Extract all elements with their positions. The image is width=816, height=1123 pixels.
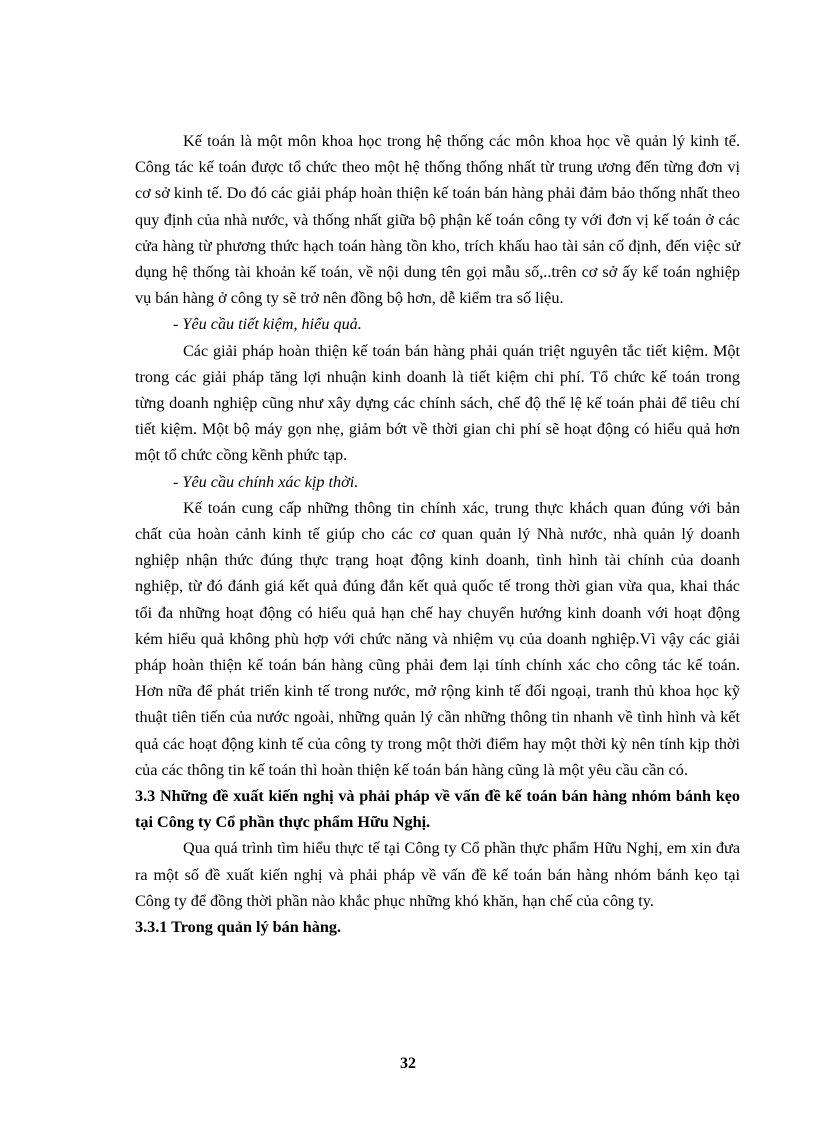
requirement-savings-efficiency: - Yêu cầu tiết kiệm, hiểu quả. xyxy=(173,315,362,334)
body-text xyxy=(135,128,740,940)
page-number: 32 xyxy=(400,1055,416,1072)
paragraph-accuracy: Kế toán cung cấp những thông tin chính xác, trung thực khách quan đúng với bản chất của hoàn cảnh kinh tế giúp cho các cơ quan quản lý Nhà nước, nhà quản lý doanh nghiệp nhận thức đúng thực trạng hoạt động kinh doanh, tình hình tài chính của doanh nghiệp, từ đó đánh giá kết quả đúng đắn kết quả quốc tế trong thời gian vừa qua, khai thác tối đa những hoạt động có hiểu quả hạn chế hay chuyển hướng kinh doanh với hoạt động kém hiểu quả không phù hợp với chức năng và nhiệm vụ của doanh nghiệp.Vì vậy các giải pháp hoàn thiện kế toán bán hàng cũng phải đem lại tính chính xác cho công tác kế toán. Hơn nữa để phát triển kinh tế trong nước, mở rộng kinh tế đối ngoại, tranh thủ khoa học kỹ thuật tiên tiến của nước ngoài, những quản lý cần những thông tin nhanh về tình hình và kết quả các hoạt động kinh tế của công ty trong một thời điểm hay một thời kỳ nên tính kịp thời của các thông tin kế toán thì hoàn thiện kế toán bán hàng cũng là một yêu cầu cần có. xyxy=(135,498,740,779)
section-heading-3-3: 3.3 Những đề xuất kiến nghị và phải pháp về vấn đề kế toán bán hàng nhóm bánh kẹo tại Công ty Cổ phần thực phẩm Hữu Nghị. xyxy=(135,787,740,832)
requirement-accuracy-timeliness: - Yêu cầu chính xác kịp thời. xyxy=(173,472,359,491)
paragraph-accounting-unity: Kế toán là một môn khoa học trong hệ thống các môn khoa học về quản lý kinh tế. Công tác kế toán được tổ chức theo một hệ thống thống nhất từ trung ương đến từng đơn vị cơ sở kinh tế. Do đó các giải pháp hoàn thiện kế toán bán hàng phải đảm bảo thống nhất theo quy định của nhà nước, và thống nhất giữa bộ phận kế toán công ty với đơn vị kế toán ở các cửa hàng từ phương thức hạch toán hàng tồn kho, trích khấu hao tài sản cố định, đến việc sử dụng hệ thống tài khoản kế toán, về nội dung tên gọi mẫu số,..trên cơ sở ấy kế toán nghiệp vụ bán hàng ở công ty sẽ trở nên đồng bộ hơn, dễ kiểm tra số liệu. xyxy=(135,132,740,308)
section-heading-3-3-1: 3.3.1 Trong quản lý bán hàng. xyxy=(135,918,342,937)
paragraph-proposals: Qua quá trình tìm hiểu thực tế tại Công ty Cổ phần thực phẩm Hữu Nghị, em xin đưa ra một số đề xuất kiến nghị và phải pháp về vấn đề kế toán bán hàng nhóm bánh kẹo tại Công ty để đồng thời phần nào khắc phục những khó khăn, hạn chế của công ty. xyxy=(135,839,740,910)
paragraph-savings: Các giải pháp hoàn thiện kế toán bán hàng phải quán triệt nguyên tắc tiết kiệm. Một trong các giải pháp tăng lợi nhuận kinh doanh là tiết kiệm chi phí. Tổ chức kế toán trong từng doanh nghiệp cũng như xây dựng các chính sách, chế độ thể lệ kế toán phải để tiêu chí tiết kiệm. Một bộ máy gọn nhẹ, giảm bớt về thời gian chi phí sẽ hoạt động có hiểu quả hơn một tổ chức cồng kềnh phức tạp. xyxy=(135,341,740,465)
